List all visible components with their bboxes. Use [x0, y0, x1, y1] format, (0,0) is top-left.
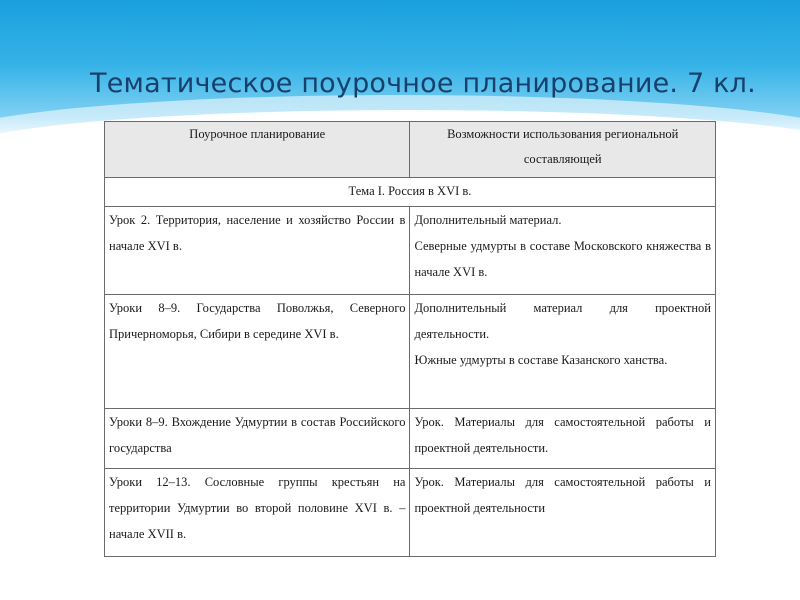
lesson-plan-table: [104, 121, 716, 557]
resource-line: Дополнительный материал для проектной деятельности.: [414, 301, 711, 341]
lesson-cell: Уроки 8–9. Государства Поволжья, Северного Причерноморья, Сибири в середине XVI в.: [105, 295, 410, 409]
resource-cell: [410, 295, 716, 409]
header-lesson-planning: Поурочное планирование: [105, 122, 410, 178]
resource-cell: [410, 207, 716, 295]
resource-cell: [410, 409, 716, 469]
table-row: [105, 295, 716, 409]
resource-line: Южные удмурты в составе Казанского ханства.: [414, 353, 668, 367]
theme-cell: Тема I. Россия в XVI в.: [105, 178, 716, 207]
table-row: [105, 409, 716, 469]
theme-row: [105, 178, 716, 207]
slide-title: Тематическое поурочное планирование. 7 кл.: [90, 68, 756, 99]
resource-line: Северные удмурты в составе Московского княжества в начале XVI в.: [414, 239, 711, 279]
lesson-cell: Уроки 12–13. Сословные группы крестьян на территории Удмуртии во второй половине XVI в. – начале XVII в.: [105, 469, 410, 557]
resource-line: Дополнительный материал.: [414, 213, 562, 227]
resource-line: Урок. Материалы для самостоятельной работы и проектной деятельности: [414, 475, 711, 515]
header-regional-component: Возможности использования региональной составляющей: [410, 122, 716, 178]
resource-cell: [410, 469, 716, 557]
table-row: [105, 469, 716, 557]
lesson-cell: Уроки 8–9. Вхождение Удмуртии в состав Российского государства: [105, 409, 410, 469]
lesson-cell: Урок 2. Территория, население и хозяйство России в начале XVI в.: [105, 207, 410, 295]
resource-line: Урок. Материалы для самостоятельной работы и проектной деятельности.: [414, 415, 711, 455]
table-header-row: [105, 122, 716, 178]
table-row: [105, 207, 716, 295]
